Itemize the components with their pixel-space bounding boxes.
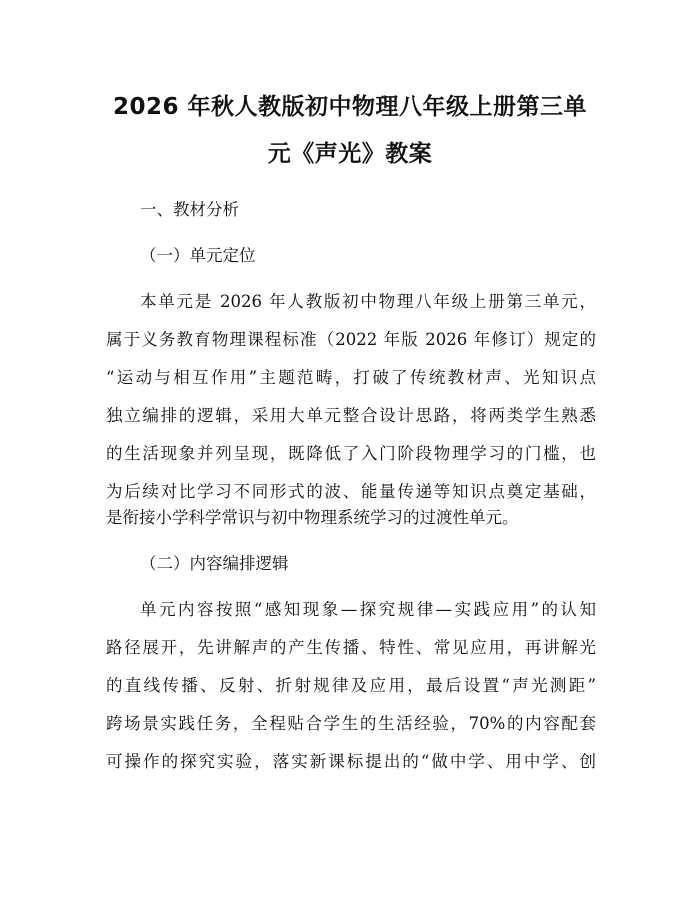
- subsection-heading-unit-positioning: （一）单元定位: [140, 246, 256, 265]
- paragraph-line: 为后续对比学习不同形式的波、能量传递等知识点奠定基础，: [106, 482, 596, 501]
- paragraph-line: “运动与相互作用”主题范畴，打破了传统教材声、光知识点: [106, 368, 596, 387]
- subsection-heading-content-logic: （二）内容编排逻辑: [140, 554, 289, 573]
- paragraph-line: 跨场景实践任务，全程贴合学生的生活经验，70%的内容配套: [106, 714, 596, 733]
- paragraph-line: 的直线传播、反射、折射规律及应用，最后设置“声光测距”: [106, 676, 596, 695]
- paragraph-line: 的生活现象并列呈现，既降低了入门阶段物理学习的门槛，也: [106, 444, 596, 463]
- section-heading-textbook-analysis: 一、教材分析: [140, 200, 239, 219]
- paragraph-line: 本单元是 2026 年人教版初中物理八年级上册第三单元，: [140, 292, 596, 311]
- paragraph-line: 可操作的探究实验，落实新课标提出的“做中学、用中学、创: [106, 752, 596, 771]
- paragraph-line: 单元内容按照“感知现象—探究规律—实践应用”的认知: [140, 600, 596, 619]
- paragraph-line: 路径展开，先讲解声的产生传播、特性、常见应用，再讲解光: [106, 638, 596, 657]
- document-title-line-1: 2026 年秋人教版初中物理八年级上册第三单: [112, 94, 588, 120]
- paragraph-line: 属于义务教育物理课程标准（2022 年版 2026 年修订）规定的: [106, 330, 596, 349]
- paragraph-line: 独立编排的逻辑，采用大单元整合设计思路，将两类学生熟悉: [106, 406, 596, 425]
- document-title-line-2: 元《声光》教案: [267, 141, 433, 167]
- paragraph-line: 是衔接小学科学常识与初中物理系统学习的过渡性单元。: [106, 508, 519, 527]
